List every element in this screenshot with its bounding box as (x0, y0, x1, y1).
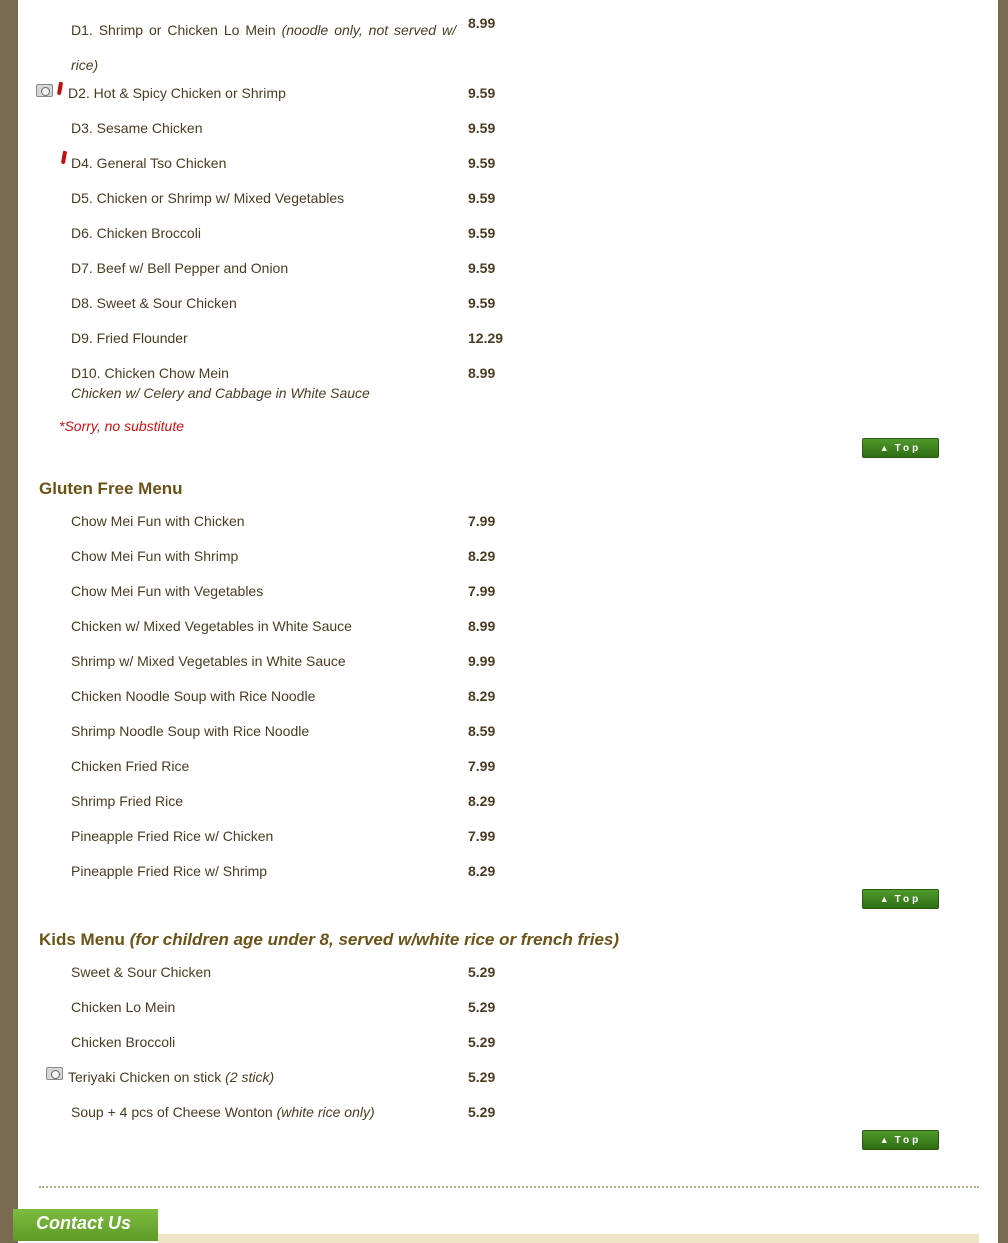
item-price: 7.99 (468, 583, 496, 599)
item-price: 9.59 (468, 120, 496, 136)
item-price: 8.29 (468, 863, 496, 879)
camera-icon[interactable] (36, 84, 53, 97)
menu-item (71, 686, 971, 706)
menu-item (71, 546, 971, 566)
menu-item-d3 (71, 118, 971, 138)
item-price: 9.59 (468, 225, 496, 241)
kids-title: Kids Menu (39, 930, 125, 949)
item-name: Chow Mei Fun with Chicken (71, 513, 245, 529)
item-price: 9.59 (468, 155, 496, 171)
menu-item (71, 651, 971, 671)
item-name: Chicken w/ Mixed Vegetables in White Sauce (71, 618, 352, 634)
menu-item-teriyaki (68, 1067, 971, 1087)
item-price: 5.29 (468, 1069, 496, 1085)
item-price: 8.99 (468, 618, 496, 634)
menu-item-d8 (71, 293, 971, 313)
item-price: 8.29 (468, 548, 496, 564)
contact-us-tab[interactable]: Contact Us (13, 1209, 158, 1241)
back-to-top-button[interactable] (862, 889, 939, 909)
menu-item (71, 721, 971, 741)
item-name: Shrimp Noodle Soup with Rice Noodle (71, 723, 310, 739)
item-name: D2. Hot & Spicy Chicken or Shrimp (68, 85, 286, 101)
arrow-up-icon: ▲ (879, 443, 889, 453)
item-price: 8.29 (468, 688, 496, 704)
section-title-gluten-free: Gluten Free Menu (39, 479, 183, 498)
back-to-top-button[interactable] (862, 1130, 939, 1150)
top-button-label: Top (894, 442, 922, 454)
menu-item (71, 756, 971, 776)
item-price: 9.59 (468, 260, 496, 276)
menu-item (71, 581, 971, 601)
menu-item-d9 (71, 328, 971, 348)
section-title-kids (39, 930, 619, 950)
item-name: Shrimp Fried Rice (71, 793, 184, 809)
item-name: Sweet & Sour Chicken (71, 964, 212, 980)
menu-item-d2 (68, 83, 971, 103)
item-name: Chicken Lo Mein (71, 999, 176, 1015)
item-name: Pineapple Fried Rice w/ Chicken (71, 828, 274, 844)
item-note: Chicken w/ Celery and Cabbage in White Sauce (71, 385, 370, 401)
menu-item (71, 1102, 971, 1122)
menu-page (18, 0, 998, 1243)
item-price: 9.59 (468, 190, 496, 206)
section-divider (39, 1186, 979, 1188)
pepper-icon (57, 82, 63, 95)
item-price: 9.59 (468, 85, 496, 101)
menu-item-d10 (71, 363, 971, 405)
item-name: D6. Chicken Broccoli (71, 225, 201, 241)
item-price: 5.29 (468, 1034, 496, 1050)
item-note: (noodle only, not served w/ (281, 22, 456, 38)
item-price: 7.99 (468, 513, 496, 529)
menu-item-d5 (71, 188, 971, 208)
camera-icon[interactable] (46, 1067, 63, 1080)
item-price: 7.99 (468, 828, 496, 844)
item-name: Pineapple Fried Rice w/ Shrimp (71, 863, 268, 879)
item-price: 7.99 (468, 758, 496, 774)
pepper-icon (61, 151, 67, 164)
item-price: 8.59 (468, 723, 496, 739)
menu-item (71, 861, 971, 881)
top-button-label: Top (894, 893, 922, 905)
menu-item-d7 (71, 258, 971, 278)
arrow-up-icon: ▲ (879, 1135, 889, 1145)
item-price: 5.29 (468, 1104, 496, 1120)
item-name: D9. Fried Flounder (71, 330, 188, 346)
item-name: Chicken Broccoli (71, 1034, 176, 1050)
footer-bar (158, 1234, 979, 1243)
back-to-top-button[interactable] (862, 438, 939, 458)
item-price: 9.99 (468, 653, 496, 669)
item-name: D10. Chicken Chow Mein (71, 365, 229, 381)
item-name: Chow Mei Fun with Vegetables (71, 583, 264, 599)
item-price: 12.29 (468, 330, 504, 346)
item-name: Chicken Fried Rice (71, 758, 190, 774)
menu-item-d6 (71, 223, 971, 243)
menu-item (71, 997, 971, 1017)
menu-item (71, 616, 971, 636)
kids-note: (for children age under 8, served w/white rice or french fries) (129, 930, 620, 949)
menu-item (71, 791, 971, 811)
item-name: D1. Shrimp or Chicken Lo Mein (71, 22, 276, 38)
item-price: 8.99 (468, 15, 496, 31)
menu-item-d4 (71, 153, 971, 173)
item-note: (2 stick) (225, 1069, 275, 1085)
item-name: D8. Sweet & Sour Chicken (71, 295, 237, 311)
top-button-label: Top (894, 1134, 922, 1146)
item-name: D5. Chicken or Shrimp w/ Mixed Vegetables (71, 190, 345, 206)
item-price: 8.29 (468, 793, 496, 809)
no-substitute-notice: *Sorry, no substitute (59, 418, 185, 434)
menu-item (71, 511, 971, 531)
arrow-up-icon: ▲ (879, 894, 889, 904)
menu-item (71, 826, 971, 846)
item-name: Soup + 4 pcs of Cheese Wonton (71, 1104, 273, 1120)
item-name: D4. General Tso Chicken (71, 155, 227, 171)
item-note-cont: rice) (71, 57, 99, 73)
menu-item-d1 (71, 13, 971, 73)
item-name: Chow Mei Fun with Shrimp (71, 548, 239, 564)
item-note: (white rice only) (276, 1104, 375, 1120)
item-price: 5.29 (468, 964, 496, 980)
item-price: 8.99 (468, 365, 496, 381)
item-name: D3. Sesame Chicken (71, 120, 203, 136)
menu-item (71, 1032, 971, 1052)
item-name: Shrimp w/ Mixed Vegetables in White Sauce (71, 653, 346, 669)
item-name: D7. Beef w/ Bell Pepper and Onion (71, 260, 289, 276)
item-name: Teriyaki Chicken on stick (68, 1069, 222, 1085)
menu-item (71, 962, 971, 982)
item-price: 5.29 (468, 999, 496, 1015)
item-name: Chicken Noodle Soup with Rice Noodle (71, 688, 316, 704)
item-price: 9.59 (468, 295, 496, 311)
